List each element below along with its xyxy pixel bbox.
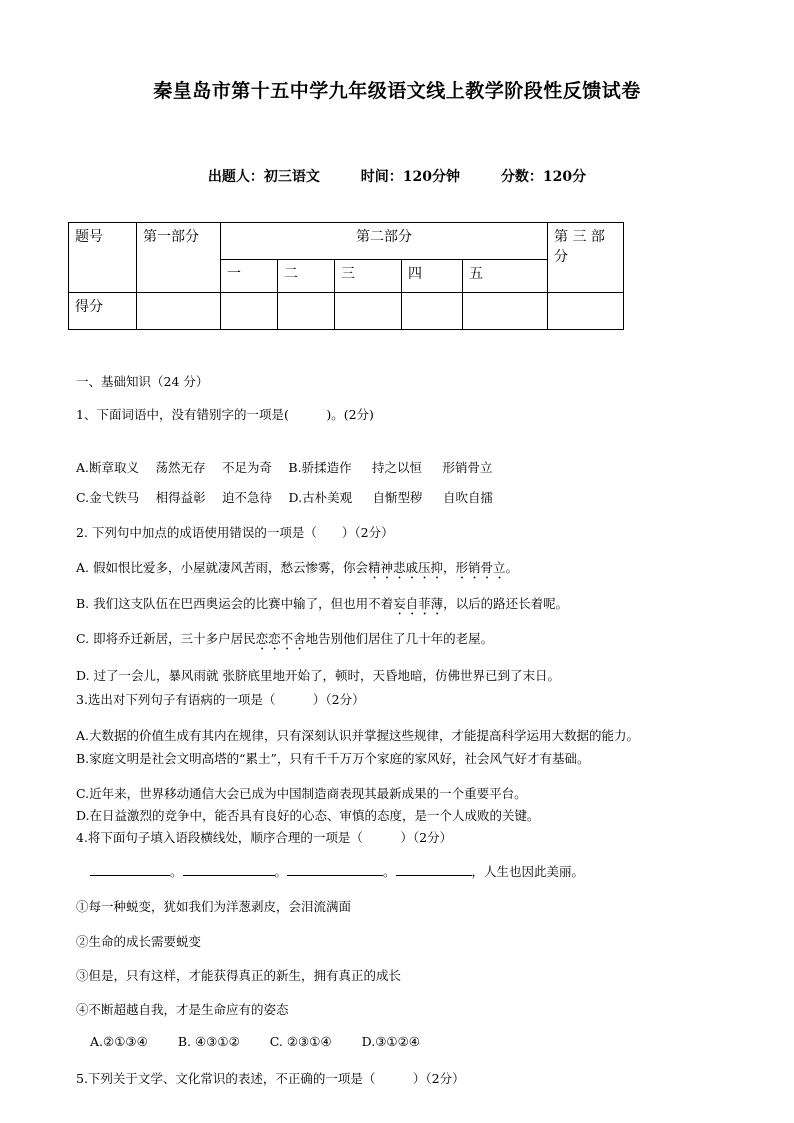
- question-4-sentence-3: ③但是，只有这样，才能获得真正的新生，拥有真正的成长: [76, 968, 402, 983]
- score-table-part3: 第 三 部 分: [548, 223, 624, 293]
- fill-blank[interactable]: [396, 863, 472, 876]
- question-1-stem: 1、下面词语中，没有错别字的一项是( )。(2分): [76, 407, 374, 422]
- question-4-options: [90, 1034, 446, 1049]
- exam-author: 出题人：初三语文: [207, 169, 320, 185]
- option-text: ，以后的路还长着呢。: [443, 596, 569, 611]
- option-text: 地告别他们居住了几十年的老屋。: [305, 631, 494, 646]
- question-4-tail: ，人生也因此美丽。: [471, 864, 585, 879]
- score-table-sub-1: 一: [221, 260, 278, 293]
- question-4-sentence-1: ①每一种蜕变，犹如我们为洋葱剥皮，会泪流满面: [76, 899, 352, 914]
- option-text: C. 即将乔迁新居，三十多户居民: [76, 631, 256, 646]
- score-table-sub-4: 四: [402, 260, 463, 293]
- score-cell[interactable]: [137, 293, 221, 330]
- dotted-idiom: 形销骨立: [455, 560, 506, 575]
- score-cell[interactable]: [221, 293, 278, 330]
- question-4-stem: 4.将下面句子填入语段横线处，顺序合理的一项是（ ）（2分）: [76, 830, 453, 845]
- score-table-sub-2: 二: [278, 260, 335, 293]
- fill-blank[interactable]: [287, 863, 383, 876]
- page-title: 秦皇岛市第十五中学九年级语文线上教学阶段性反馈试卷: [153, 80, 641, 102]
- section-heading: 一、基础知识（24 分）: [76, 374, 209, 389]
- score-table-part1: 第一部分: [137, 223, 221, 293]
- score-table-sub-5: 五: [463, 260, 548, 293]
- option-text: ，: [443, 560, 456, 575]
- score-table-row-label: 得分: [69, 293, 137, 330]
- score-table: [68, 222, 624, 330]
- score-cell[interactable]: [335, 293, 402, 330]
- question-3-option-c: C.近年来，世界移动通信大会已成为中国制造商表现其最新成果的一个重要平台。: [76, 786, 527, 801]
- score-table-header-label: 题号: [69, 223, 137, 293]
- question-5-stem: 5.下列关于文学、文化常识的表述，不正确的一项是（ ）（2分）: [76, 1071, 465, 1086]
- question-4-sentence-4: ④不断超越自我，才是生命应有的姿态: [76, 1002, 289, 1017]
- question-1-options-cd: C.金弋铁马 相得益彰 迫不急待 D.古朴美观 自惭型秽 自吹自擂: [76, 490, 493, 505]
- question-3-option-d: D.在日益激烈的竞争中，能否具有良好的心态、审慎的态度，是一个人成败的关键。: [76, 808, 540, 823]
- score-cell[interactable]: [463, 293, 548, 330]
- exam-time: 时间：120分钟: [360, 169, 460, 185]
- question-2-option-a: [76, 558, 518, 582]
- option-b: B. ④③①②: [177, 1034, 240, 1049]
- fill-blank[interactable]: [90, 863, 170, 876]
- option-text: A. 假如恨比爱多，小屋就凄风苦雨，愁云惨雾，你会: [76, 560, 368, 575]
- question-2-option-c: [76, 629, 493, 653]
- question-4-sentence-2: ②生命的成长需要蜕变: [76, 934, 202, 949]
- option-text: B. 我们这支队伍在巴西奥运会的比赛中输了，但也用不着: [76, 596, 394, 611]
- dotted-idiom: 精神悲戚压抑: [367, 560, 443, 575]
- dotted-idiom: 妄自菲薄: [393, 596, 444, 611]
- score-table-sub-3: 三: [335, 260, 402, 293]
- option-text: 。: [505, 560, 519, 575]
- question-2-option-b: [76, 594, 568, 618]
- score-cell[interactable]: [278, 293, 335, 330]
- question-1-options-ab: A.断章取义 荡然无存 不足为奇 B.骄揉造作 持之以恒 形销骨立: [76, 460, 493, 475]
- exam-score: 分数：120分: [500, 169, 587, 185]
- question-4-blanks: 。 。 。 ，人生也因此美丽。: [90, 862, 584, 880]
- score-cell[interactable]: [402, 293, 463, 330]
- exam-meta: [0, 166, 794, 186]
- question-3-option-a: A.大数据的价值生成有其内在规律，只有深刻认识并掌握这些规律，才能提高科学运用大数据的能力。: [76, 728, 640, 743]
- option-a: A.②①③④: [90, 1034, 148, 1049]
- score-table-part2: 第二部分: [221, 223, 548, 260]
- dotted-idiom: 恋恋不舍: [255, 631, 306, 646]
- question-3-option-b: B.家庭文明是社会文明高塔的“累土”，只有千千万万个家庭的家风好，社会风气好才有基础。: [76, 751, 590, 766]
- fill-blank[interactable]: [183, 863, 275, 876]
- option-d: D.③①②④: [361, 1034, 421, 1049]
- question-2-option-d: D. 过了一会儿，暴风雨就 张脐底里地开始了，顿时，天昏地暗，仿佛世界已到了末日。: [76, 668, 560, 683]
- question-2-stem: 2. 下列句中加点的成语使用错误的一项是（ ）（2分）: [76, 525, 394, 540]
- question-3-stem: 3.选出对下列句子有语病的一项是（ ）（2分）: [76, 692, 365, 707]
- option-c: C. ②③①④: [269, 1034, 332, 1049]
- score-cell[interactable]: [548, 293, 624, 330]
